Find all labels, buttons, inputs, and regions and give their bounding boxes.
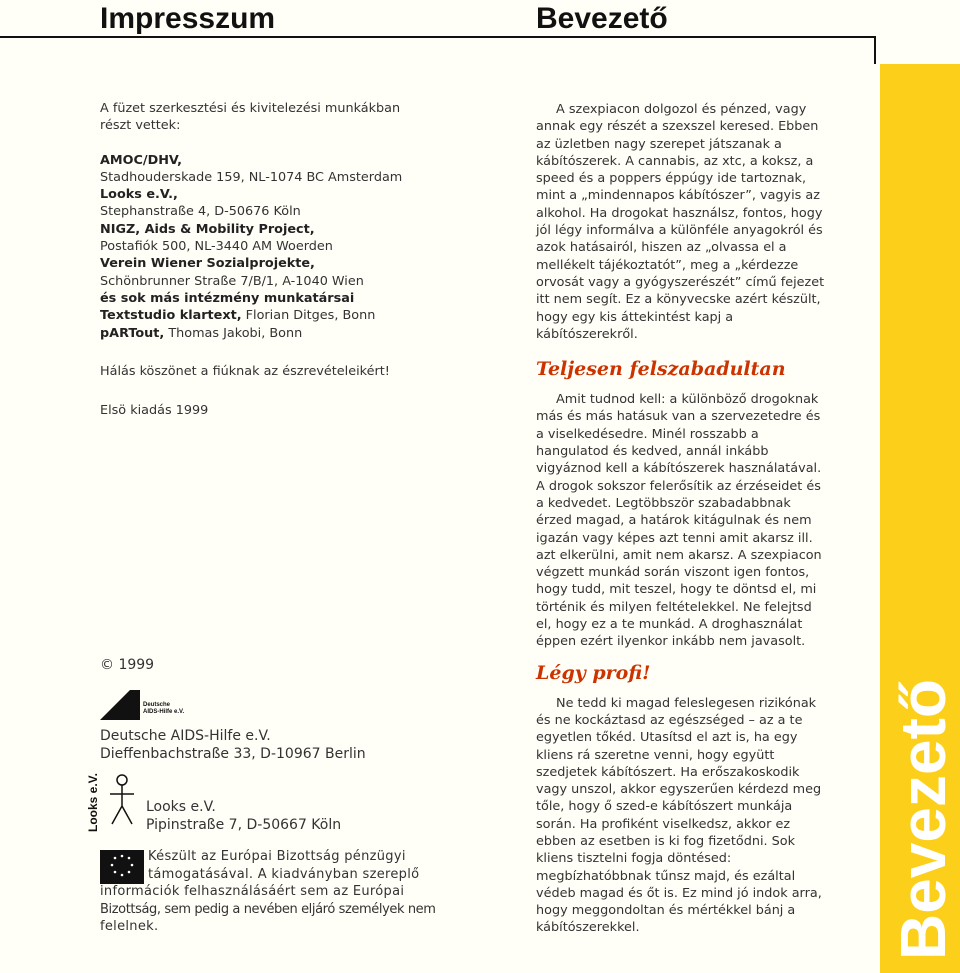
dah-logo-line2: AIDS-Hilfe e.V. [143, 709, 185, 715]
contributor-name: pARTout, [100, 325, 165, 341]
contributor-address: Postafiók 500, NL-3440 AM Woerden [100, 239, 333, 255]
dah-logo [100, 690, 220, 720]
section-paragraph: Amit tudnod kell: a különböző drogoknak más és más hatásuk van a szervezetedre és a viselkedésedre. Minél rosszabb a hangulatod és kedved, annál inkább vigyáznod kell a kábítószerek használatával. A drogok sokszor felerősítik az érzéseidet és a kedvedet. Legtöbbször szabadabbnak érzed magad, a határok kitágulnak és nem igazán vagy képes azt tenni amit akarsz ill. azt elkerülni, amit nem akarsz. A szexpiacon végzett munkád során viszont igen fontos, hogy tudd, mit teszel, hogy te döntsd el, mi történik és milyen feltételekkel. Ne felejtsd el, hogy ez a te munkád. A droghasználat éppen ezért ilyenkor inkább nem javasolt. [536, 392, 822, 650]
contributor-address: Schönbrunner Straße 7/B/1, A-1040 Wien [100, 273, 364, 289]
looks-block [146, 798, 436, 834]
header-rule-vertical [874, 36, 876, 64]
contributor-name: Verein Wiener Sozialprojekte, [100, 256, 315, 272]
section-heading: Teljesen felszabadultan [536, 358, 786, 381]
contributor-name: NIGZ, Aids & Mobility Project, [100, 221, 315, 237]
looks-name: Looks e.V. [146, 799, 216, 815]
copyright-text: © 1999 [100, 657, 155, 673]
contributor-address: Stadhouderskade 159, NL-1074 BC Amsterdam [100, 169, 403, 185]
thanks-text: Hálás köszönet a fiúknak az észrevételeikért! [100, 363, 390, 379]
looks-address: Pipinstraße 7, D-50667 Köln [146, 817, 342, 833]
intro-paragraph: A szexpiacon dolgozol és pénzed, vagy annak egy részét a szexszel keresed. Ebben az üzletben nagy szerepet játszanak a kábítószerek. A cannabis, az xtc, a koksz, a speed és a poppers éppúgy ide tartoznak, mint a „mindennapos kábítószer”, vagyis az alkohol. Ha drogokat használsz, fontos, hogy jól légy informálva a különféle anyagokról és azok hatásairól, hiszen az „olvassa el a mellékelt tájékoztatót”, meg a „kérdezze orvosát vagy a gyógyszerészét” című fejezet itt nem segít. Ez a könyvecske azért készült, hogy egy kis áttekintést kapj a kábítószerekről. [536, 102, 825, 342]
header-rule [0, 36, 876, 38]
eu-line: felelnek. [100, 919, 159, 934]
dah-logo-text [143, 702, 184, 716]
side-tab-label: Bevezető [887, 679, 959, 960]
dah-logo-icon [100, 690, 140, 720]
contributor-name: Looks e.V., [100, 187, 178, 203]
dah-block [100, 727, 430, 763]
eu-line: Bizottság, sem pedig a nevében eljáró személyek nem [100, 901, 436, 917]
page-title-left: Impresszum [100, 2, 276, 35]
eu-line: Készült az Európai Bizottság pénzügyi [148, 849, 406, 864]
eu-line: támogatásával. A kiadványban szereplő [148, 866, 420, 882]
eu-line: információk felhasználásáért sem az Európai [100, 884, 405, 899]
contributor-address: Stephanstraße 4, D-50676 Köln [100, 204, 301, 220]
contributor-line [100, 325, 430, 342]
contributor-name: és sok más intézmény munkatársai [100, 290, 355, 306]
figure-icon [104, 772, 140, 832]
edition-text: Elsö kiadás 1999 [100, 403, 209, 419]
imprint-column [100, 100, 430, 419]
section-paragraph: Ne tedd ki magad feleslegesen rizikónak és ne kockáztasd az egészséged – az a te egyetlen tőkéd. Utasítsd el azt is, ha egy kliens rá szeretne venni, hogy együtt szedjetek kábítószert. Ha erőszakoskodik vagy unszol, akkor egyszerűen kérdezd meg tőle, hogy ő szed-e kábítószert munkája során. Ha profiként viselkedsz, akkor ez ebben az esetben is ki fog fizetődni. Sok kliens tisztelni fogja döntésed: megbízhatóbbnak tűnsz majd, és ezáltal védeb magad és őt is. Ez mind jó indok arra, hogy meggondoltan és mértékkel bánj a kábítószerekkel. [536, 695, 822, 936]
dah-address: Dieffenbachstraße 33, D-10967 Berlin [100, 746, 366, 762]
page-title-right: Bevezető [536, 2, 668, 35]
dah-logo-line1: Deutsche [143, 702, 171, 708]
intro-column [536, 101, 826, 937]
contributor-name: Textstudio klartext, [100, 308, 242, 324]
contributor-person: Thomas Jakobi, Bonn [164, 325, 303, 341]
contributor-name: AMOC/DHV, [100, 152, 183, 168]
section-heading: Légy profi! [536, 661, 651, 684]
looks-logo [86, 772, 146, 832]
looks-logo-text: Looks e.V. [86, 773, 100, 832]
imprint-intro: A füzet szerkesztési és kivitelezési munkákban részt vettek: [100, 101, 401, 134]
eu-funding-notice [100, 848, 445, 936]
contributor-person: Florian Ditges, Bonn [241, 308, 376, 324]
dah-name: Deutsche AIDS-Hilfe e.V. [100, 728, 271, 744]
contributor-line [100, 307, 430, 324]
